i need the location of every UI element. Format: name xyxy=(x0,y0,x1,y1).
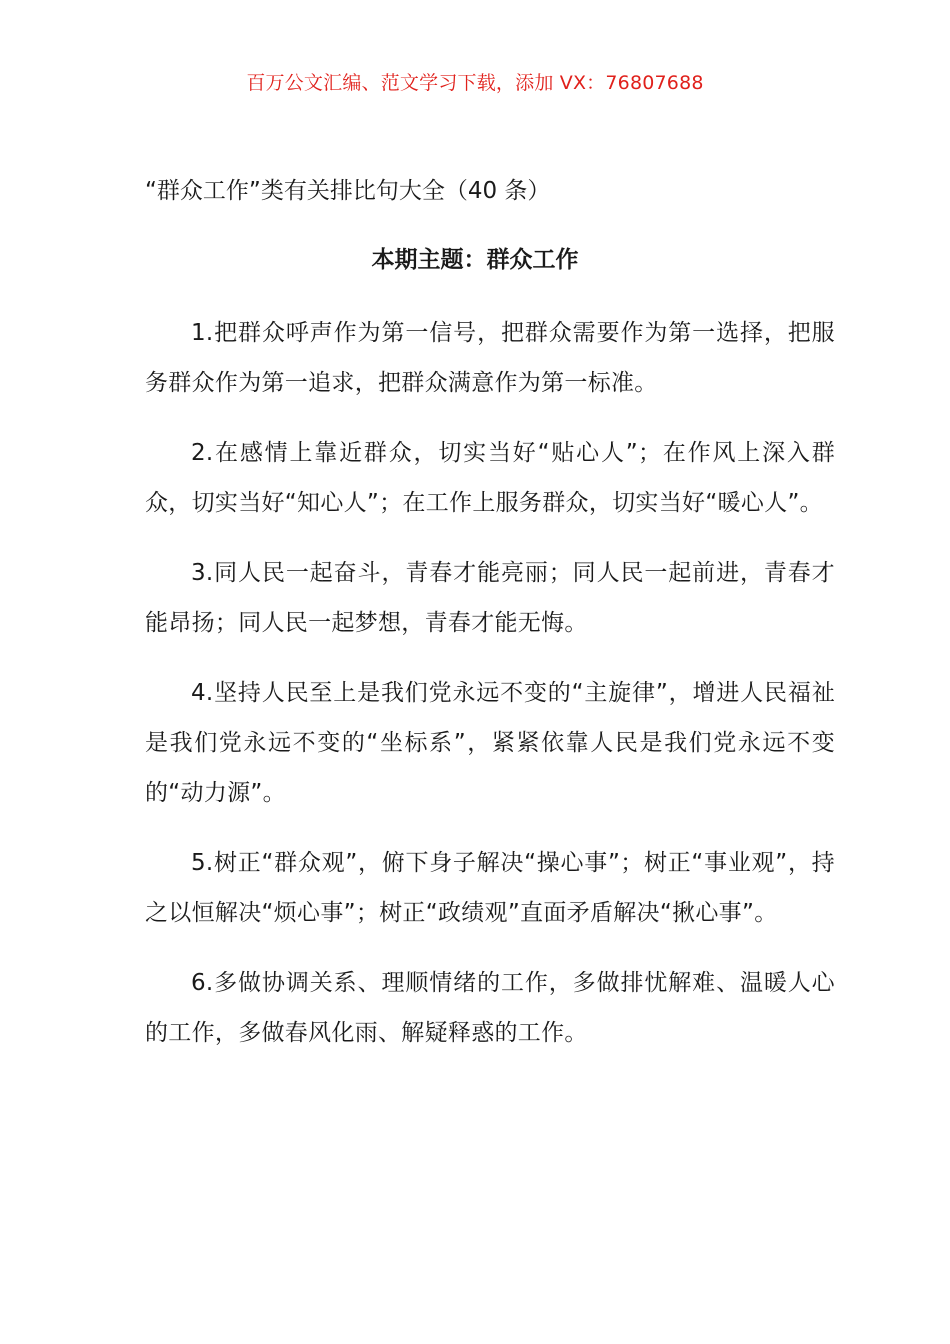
header-watermark: 百万公文汇编、范文学习下载，添加 VX：76807688 xyxy=(246,72,704,94)
list-item: 3.同人民一起奋斗，青春才能亮丽；同人民一起前进，青春才能昂扬；同人民一起梦想，青春才能无悔。 xyxy=(145,560,835,636)
list-item: 1.把群众呼声作为第一信号，把群众需要作为第一选择，把服务群众作为第一追求，把群众满意作为第一标准。 xyxy=(145,320,835,396)
list-item: 6.多做协调关系、理顺情绪的工作，多做排忧解难、温暖人心的工作，多做春风化雨、解疑释惑的工作。 xyxy=(145,970,835,1046)
document-title: “群众工作”类有关排比句大全（40 条） xyxy=(145,178,551,204)
list-item: 4.坚持人民至上是我们党永远不变的“主旋律”，增进人民福祉是我们党永远不变的“坐标系”，紧紧依靠人民是我们党永远不变的“动力源”。 xyxy=(145,680,835,806)
list-item: 2.在感情上靠近群众，切实当好“贴心人”；在作风上深入群众，切实当好“知心人”；在工作上服务群众，切实当好“暖心人”。 xyxy=(145,440,835,516)
item-list xyxy=(145,308,835,1078)
document-subtitle: 本期主题：群众工作 xyxy=(371,247,579,273)
list-item: 5.树正“群众观”，俯下身子解决“操心事”；树正“事业观”，持之以恒解决“烦心事”；树正“政绩观”直面矛盾解决“揪心事”。 xyxy=(145,850,835,926)
